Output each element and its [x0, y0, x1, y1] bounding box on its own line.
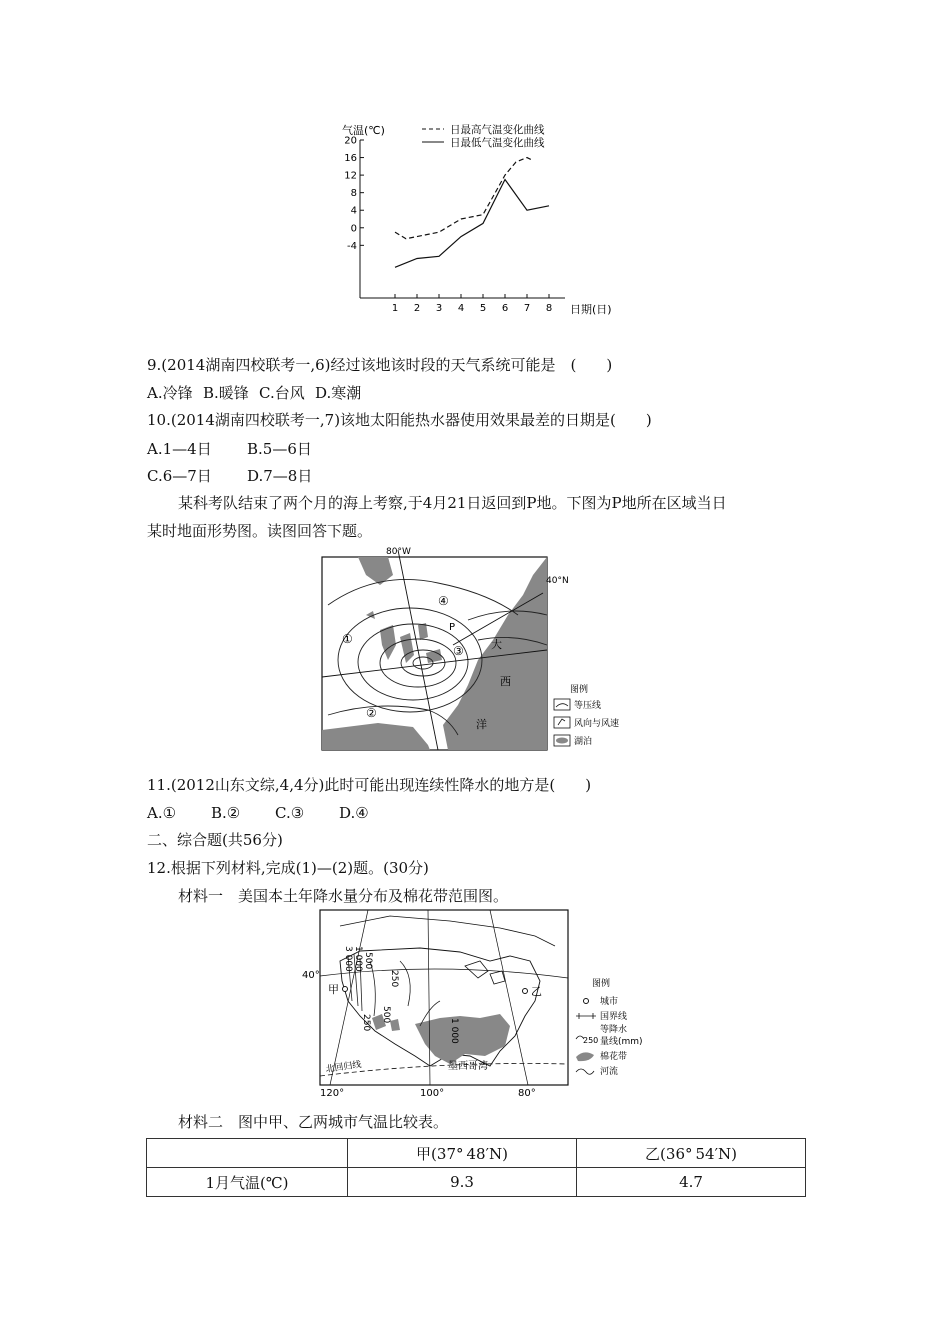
q9-options — [147, 384, 361, 402]
table-cell-jia: 9.3 — [348, 1168, 577, 1197]
x-tick-label: 1 — [391, 303, 399, 314]
y-tick-label: -4 — [347, 240, 357, 252]
chart-legend — [422, 123, 545, 149]
map2-legend-border: 国界线 — [600, 1012, 628, 1022]
map1-ocean-char-3: 洋 — [476, 718, 487, 731]
q9-option-c: C.台风 — [259, 384, 305, 402]
q11-option-b: B.② — [211, 804, 241, 822]
chart-series — [395, 158, 549, 268]
map2-legend-isohyet-2: 量线(mm) — [600, 1037, 643, 1047]
table-header-yi: 乙(36° 54′N) — [577, 1139, 806, 1168]
map2-city-yi-marker — [523, 989, 528, 994]
map1-legend-lake-icon — [556, 738, 568, 744]
table-cell-yi: 4.7 — [577, 1168, 806, 1197]
map2-legend-cotton: 棉花带 — [600, 1052, 628, 1062]
map2-tropic-label: 北回归线 — [325, 1060, 363, 1075]
q11-options — [147, 804, 369, 822]
map2-isohyet-1000-b: 1 000 — [449, 1018, 459, 1044]
map1-lat-label: 40°N — [546, 576, 569, 586]
map1-ocean-char-1: 大 — [491, 638, 502, 651]
map2-legend-border-icon — [576, 1013, 596, 1019]
table-row — [147, 1168, 806, 1197]
y-tick-label: 8 — [350, 188, 357, 200]
q12-stem: 12.根据下列材料,完成(1)—(2)题。(30分) — [147, 859, 429, 877]
x-tick-label: 4 — [457, 303, 465, 314]
map1-lon-label: 80°W — [386, 547, 411, 557]
q12-material-2: 材料二 图中甲、乙两城市气温比较表。 — [178, 1113, 449, 1131]
q12-material-1: 材料一 美国本土年降水量分布及棉花带范围图。 — [178, 887, 509, 905]
table-cell-label: 1月气温(℃) — [147, 1168, 348, 1197]
q10-option-a: A.1—4日 — [147, 440, 212, 458]
map2-legend-title: 图例 — [592, 979, 611, 989]
q11-option-d: D.④ — [339, 804, 369, 822]
map2-lat-label: 40° — [302, 970, 320, 981]
map1-marker-3: ③ — [453, 644, 464, 658]
section-2-heading: 二、综合题(共56分) — [147, 831, 283, 849]
chart-y-label: 气温(℃) — [342, 124, 385, 137]
chart-x-label: 日期(日) — [570, 303, 612, 316]
x-tick-label: 7 — [523, 303, 531, 314]
temperature-chart — [330, 118, 630, 318]
y-tick-label: 16 — [344, 153, 357, 165]
q9-option-d: D.寒潮 — [315, 384, 362, 402]
q10-options-1 — [147, 440, 312, 458]
x-tick-label: 2 — [413, 303, 421, 314]
map1-marker-1: ① — [342, 632, 353, 646]
map2-isohyet-250-a: 250 — [389, 970, 399, 988]
city-temperature-table — [146, 1138, 806, 1197]
y-tick-label: 0 — [350, 223, 357, 235]
map1-legend-box-isobar — [554, 699, 570, 710]
map2-city-yi: 乙 — [531, 985, 542, 998]
map2-lon-label-100: 100° — [420, 1088, 445, 1098]
surface-pressure-map — [318, 545, 638, 755]
map1-marker-2: ② — [366, 706, 377, 720]
table-header-jia: 甲(37° 48′N) — [348, 1139, 577, 1168]
q11-option-c: C.③ — [275, 804, 305, 822]
map2-isohyet-3000: 3 000 — [343, 946, 353, 972]
map1-legend-isobar: 等压线 — [574, 701, 602, 711]
q9-stem: 9.(2014湖南四校联考一,6)经过该地该时段的天气系统可能是 ( ) — [147, 356, 613, 374]
passage-line-1: 某科考队结束了两个月的海上考察,于4月21日返回到P地。下图为P地所在区域当日 — [178, 494, 727, 512]
q10-option-d: D.7—8日 — [247, 467, 313, 485]
map1-ocean-char-2: 西 — [500, 675, 511, 688]
map2-legend-isohyet-1: 等降水 — [600, 1025, 628, 1035]
q9-option-a: A.冷锋 — [147, 384, 193, 402]
map2-legend-river-icon — [576, 1069, 594, 1074]
map1-legend-wind: 风向与风速 — [574, 719, 620, 729]
q10-option-b: B.5—6日 — [247, 440, 312, 458]
q10-stem: 10.(2014湖南四校联考一,7)该地太阳能热水器使用效果最差的日期是( ) — [147, 411, 652, 429]
q10-option-c: C.6—7日 — [147, 467, 212, 485]
map2-isohyet-1000-a: 1 000 — [353, 946, 363, 972]
x-tick-label: 5 — [479, 303, 487, 314]
map1-marker-4: ④ — [438, 594, 449, 608]
q10-options-2 — [147, 467, 312, 485]
y-tick-label: 12 — [344, 170, 357, 182]
series-line-1 — [395, 180, 549, 268]
map2-city-jia: 甲 — [328, 983, 339, 996]
y-tick-label: 4 — [350, 205, 357, 217]
map1-legend-lake: 湖泊 — [574, 737, 593, 747]
map1-legend-title: 图例 — [570, 685, 589, 695]
map2-legend-isohyet-value: 250 — [583, 1036, 599, 1045]
y-tick-label: 20 — [344, 135, 357, 147]
q11-stem: 11.(2012山东文综,4,4分)此时可能出现连续性降水的地方是( ) — [147, 776, 592, 794]
map2-isohyet-500-a: 500 — [363, 952, 373, 970]
map1-point-label: P — [449, 622, 456, 633]
map2-lon-label-80: 80° — [518, 1088, 536, 1098]
map2-isohyet-500-b: 500 — [381, 1006, 391, 1024]
map2-isohyet-250-b: 250 — [361, 1014, 371, 1032]
table-header-row — [147, 1139, 806, 1168]
passage-line-2: 某时地面形势图。读图回答下题。 — [147, 522, 373, 540]
x-tick-label: 6 — [501, 303, 509, 314]
map2-legend-city: 城市 — [600, 997, 619, 1007]
map2-legend-river: 河流 — [600, 1067, 619, 1077]
x-tick-label: 3 — [435, 303, 443, 314]
series-line-0 — [395, 158, 531, 239]
q11-option-a: A.① — [147, 804, 177, 822]
map2-city-jia-marker — [343, 987, 348, 992]
x-tick-label: 8 — [545, 303, 553, 314]
map2-legend-city-icon — [584, 999, 589, 1004]
legend-entry-max: 日最高气温变化曲线 — [450, 124, 545, 136]
table-header-empty — [147, 1139, 348, 1168]
map2-legend-cotton-icon — [576, 1052, 594, 1061]
q9-option-b: B.暖锋 — [203, 384, 249, 402]
us-precipitation-map — [300, 906, 680, 1098]
map2-lon-label-120: 120° — [320, 1088, 345, 1098]
chart-axes — [344, 136, 565, 315]
map2-gulf-label: 墨西哥湾 — [448, 1061, 488, 1072]
legend-entry-min: 日最低气温变化曲线 — [450, 137, 545, 149]
